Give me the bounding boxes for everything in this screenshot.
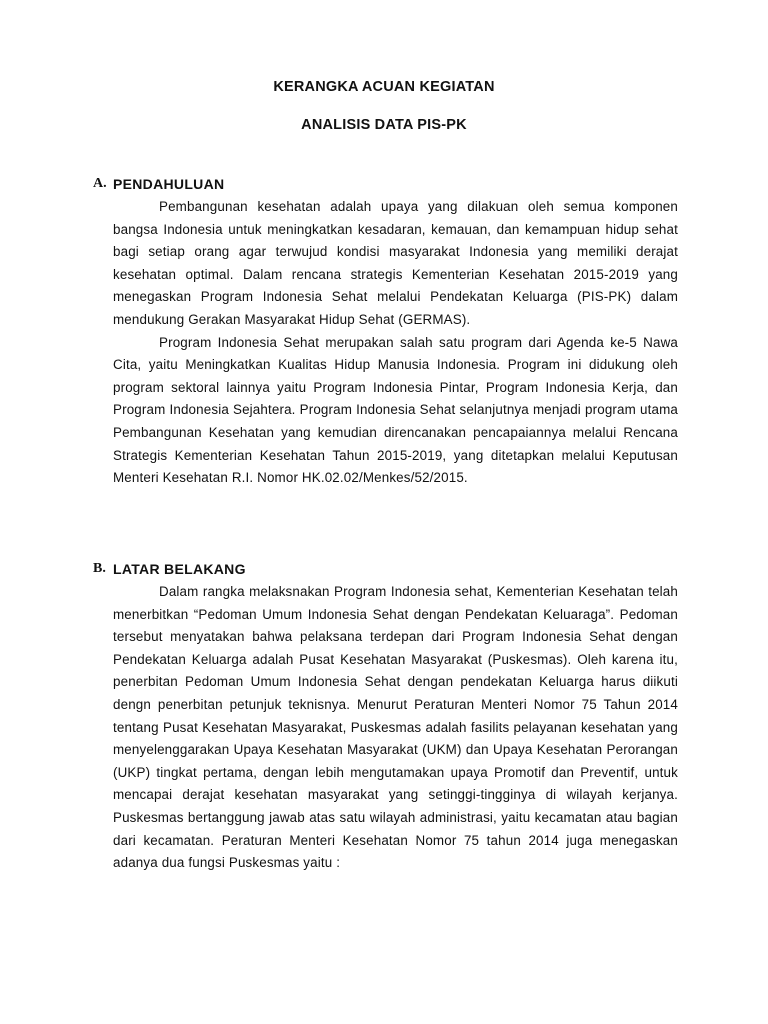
paragraph: Program Indonesia Sehat merupakan salah satu program dari Agenda ke-5 Nawa Cita, yaitu Meningkatkan Kualitas Hidup Manusia Indonesia. Program ini didukung oleh program sektoral lainnya yaitu Program Indonesia Pintar, Program Indonesia Kerja, dan Program Indonesia Sejahtera. Program Indonesia Sehat selanjutnya menjadi program utama Pembangunan Kesehatan yang kemudian direncanakan pencapaiannya melalui Rencana Strategis Kementerian Kesehatan Tahun 2015-2019, yang ditetapkan melalui Keputusan Menteri Kesehatan R.I. Nomor HK.02.02/Menkes/52/2015. [113, 334, 678, 486]
section-latar-belakang [93, 559, 678, 875]
section-pendahuluan [93, 174, 678, 490]
section-title: LATAR BELAKANG [113, 561, 246, 577]
section-title: PENDAHULUAN [113, 176, 225, 192]
section-body [113, 581, 678, 875]
document-subtitle: ANALISIS DATA PIS-PK [301, 117, 467, 133]
section-heading [93, 174, 678, 196]
section-body [113, 196, 678, 490]
section-letter: B. [93, 561, 106, 576]
section-heading [93, 559, 678, 581]
document-title: KERANGKA ACUAN KEGIATAN [273, 79, 495, 95]
section-letter: A. [93, 176, 107, 191]
paragraph: Dalam rangka melaksnakan Program Indonesia sehat, Kementerian Kesehatan telah menerbitkan “Pedoman Umum Indonesia Sehat dengan Pendekatan Keluaraga”. Pedoman tersebut menyatakan bahwa pelaksana terdepan dari Program Indonesia Sehat dengan Pendekatan Keluarga adalah Pusat Kesehatan Masyarakat (Puskesmas). Oleh karena itu, penerbitan Pedoman Umum Indonesia Sehat dengan pendekatan Keluarga harus diikuti dengn penerbitan petunjuk teknisnya. Menurut Peraturan Menteri Nomor 75 Tahun 2014 tentang Pusat Kesehatan Masyarakat, Puskesmas adalah fasilits pelayanan kesehatan yang menyelenggarakan Upaya Kesehatan Masyarakat (UKM) dan Upaya Kesehatan Perorangan (UKP) tingkat pertama, dengan lebih mengutamakan upaya Promotif dan Preventif, untuk mencapai derajat kesehatan masyarakat yang setinggi-tingginya di wilayah kerjanya. Puskesmas bertanggung jawab atas satu wilayah administrasi, yaitu kecamatan atau bagian dari kecamatan. Peraturan Menteri Kesehatan Nomor 75 tahun 2014 juga menegaskan adanya dua fungsi Puskesmas yaitu : [113, 584, 678, 871]
paragraph: Pembangunan kesehatan adalah upaya yang dilakuan oleh semua komponen bangsa Indonesia untuk meningkatkan kesadaran, kemauan, dan kemampuan hidup sehat bagi setiap orang agar terwujud kondisi masyarakat Indonesia yang memiliki derajat kesehatan optimal. Dalam rencana strategis Kementerian Kesehatan 2015-2019 yang menegaskan Program Indonesia Sehat melalui Pendekatan Keluarga (PIS-PK) dalam mendukung Gerakan Masyarakat Hidup Sehat (GERMAS). [113, 199, 678, 327]
